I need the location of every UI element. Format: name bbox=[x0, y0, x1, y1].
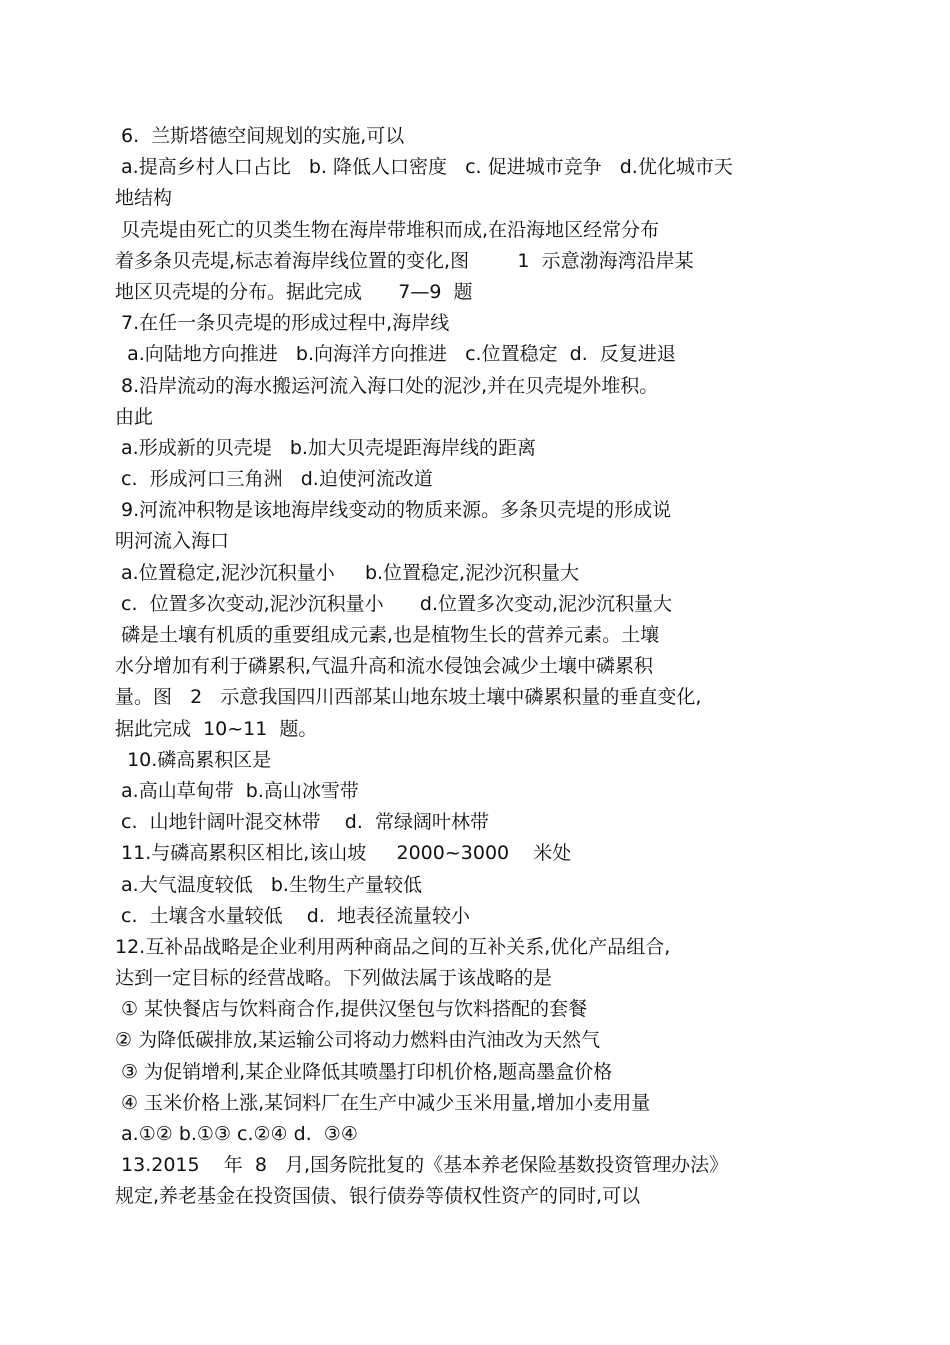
passage-phosphorus-cont: 据此完成 10~11 题。 bbox=[115, 717, 318, 740]
question-13-stem: 13.2015 年 8 月,国务院批复的《基本养老保险基数投资管理办法》 bbox=[115, 1154, 729, 1177]
question-9-stem: 9.河流冲积物是该地海岸线变动的物质来源。多条贝壳堤的形成说 bbox=[115, 499, 672, 522]
question-8-stem-cont: 由此 bbox=[115, 405, 154, 428]
question-13-stem-cont: 规定,养老基金在投资国债、银行债券等债权性资产的同时,可以 bbox=[115, 1185, 641, 1208]
passage-phosphorus-cont: 水分增加有利于磷累积,气温升高和流水侵蚀会减少土壤中磷累积 bbox=[115, 655, 654, 678]
question-6-options-cont: 地结构 bbox=[115, 187, 173, 210]
passage-shell-dike: 贝壳堤由死亡的贝类生物在海岸带堆积而成,在沿海地区经常分布 bbox=[115, 218, 660, 241]
question-10-options-ab: a.高山草甸带 b.高山冰雪带 bbox=[115, 779, 359, 802]
question-8-options-ab: a.形成新的贝壳堤 b.加大贝壳堤距海岸线的距离 bbox=[115, 436, 536, 459]
question-6-options: a.提高乡村人口占比 b. 降低人口密度 c. 促进城市竞争 d.优化城市天 bbox=[115, 156, 733, 179]
question-8-options-cd: c. 形成河口三角洲 d.迫使河流改道 bbox=[115, 468, 433, 491]
question-9-options-ab: a.位置稳定,泥沙沉积量小 b.位置稳定,泥沙沉积量大 bbox=[115, 561, 580, 584]
question-10-stem: 10.磷高累积区是 bbox=[115, 748, 272, 771]
document-body bbox=[115, 121, 835, 1213]
question-12-options: a.①② b.①③ c.②④ d. ③④ bbox=[115, 1123, 358, 1145]
question-10-options-cd: c. 山地针阔叶混交林带 d. 常绿阔叶林带 bbox=[115, 811, 489, 834]
question-12-statement-2: ② 为降低碳排放,某运输公司将动力燃料由汽油改为天然气 bbox=[115, 1029, 601, 1052]
question-12-statement-1: ① 某快餐店与饮料商合作,提供汉堡包与饮料搭配的套餐 bbox=[115, 998, 588, 1021]
question-8-stem: 8.沿岸流动的海水搬运河流入海口处的泥沙,并在贝壳堤外堆积。 bbox=[115, 374, 659, 397]
passage-phosphorus: 磷是土壤有机质的重要组成元素,也是植物生长的营养元素。土壤 bbox=[115, 624, 660, 646]
question-12-stem-cont: 达到一定目标的经营战略。下列做法属于该战略的是 bbox=[115, 967, 553, 990]
passage-phosphorus-cont: 量。图 2 示意我国四川西部某山地东坡土壤中磷累积量的垂直变化, bbox=[115, 686, 702, 709]
question-6-stem: 6. 兰斯塔德空间规划的实施,可以 bbox=[115, 125, 405, 147]
question-9-stem-cont: 明河流入海口 bbox=[115, 530, 230, 553]
question-12-statement-4: ④ 玉米价格上涨,某饲料厂在生产中减少玉米用量,增加小麦用量 bbox=[115, 1091, 651, 1114]
question-11-options-ab: a.大气温度较低 b.生物生产量较低 bbox=[115, 873, 422, 896]
question-11-stem: 11.与磷高累积区相比,该山坡 2000~3000 米处 bbox=[115, 842, 572, 865]
passage-shell-dike-cont: 着多条贝壳堤,标志着海岸线位置的变化,图 1 示意渤海湾沿岸某 bbox=[115, 249, 694, 272]
question-12-statement-3: ③ 为促销增利,某企业降低其喷墨打印机价格,题高墨盒价格 bbox=[115, 1060, 613, 1083]
question-12-stem: 12.互补品战略是企业利用两种商品之间的互补关系,优化产品组合, bbox=[115, 935, 671, 958]
passage-shell-dike-cont: 地区贝壳堤的分布。据此完成 7—9 题 bbox=[115, 280, 473, 303]
question-7-options: a.向陆地方向推进 b.向海洋方向推进 c.位置稳定 d. 反复进退 bbox=[115, 343, 676, 366]
question-9-options-cd: c. 位置多次变动,泥沙沉积量小 d.位置多次变动,泥沙沉积量大 bbox=[115, 592, 673, 615]
question-11-options-cd: c. 土壤含水量较低 d. 地表径流量较小 bbox=[115, 904, 470, 927]
question-7-stem: 7.在任一条贝壳堤的形成过程中,海岸线 bbox=[115, 312, 450, 335]
